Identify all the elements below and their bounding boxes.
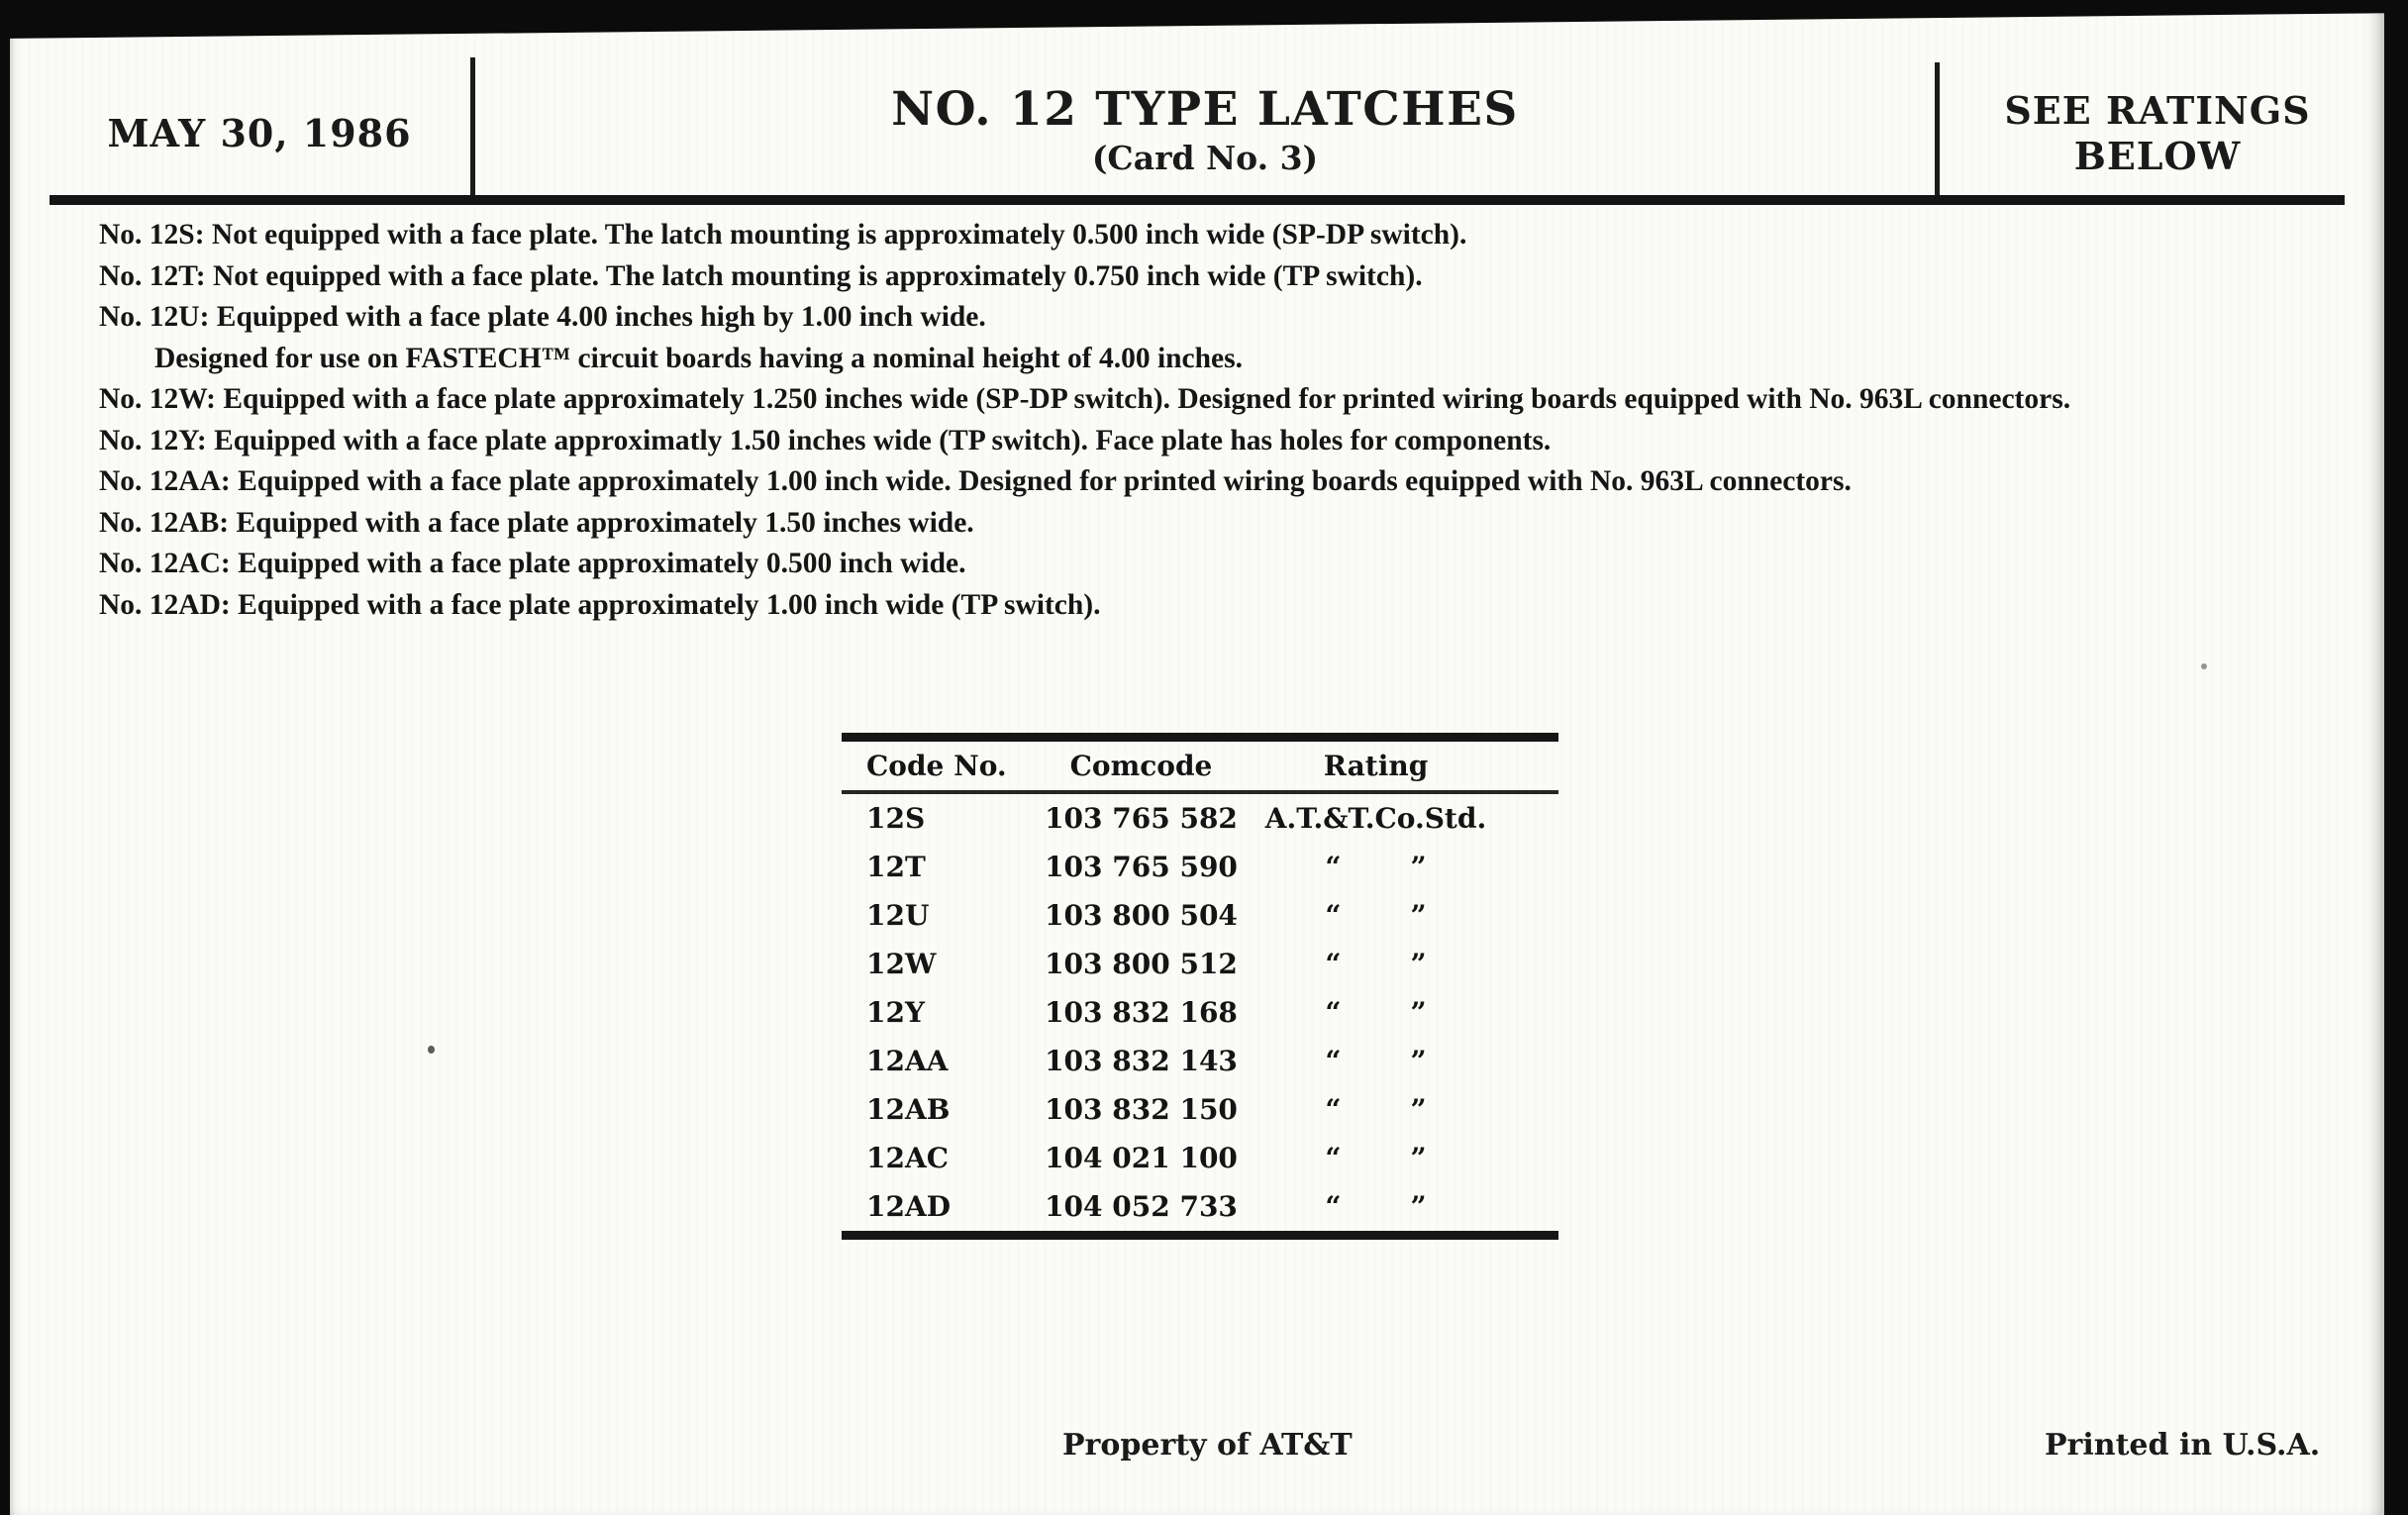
rating-cell (1253, 1093, 1558, 1126)
ratings-note-line1: SEE RATINGS (2004, 88, 2311, 133)
printed-note: Printed in U.S.A. (2045, 1428, 2321, 1463)
ditto-close-mark: ” (1410, 996, 1427, 1029)
table-row (842, 843, 1558, 891)
property-note: Property of AT&T (1062, 1428, 1353, 1463)
code-cell: 12AB (866, 1093, 951, 1126)
code-cell: 12W (866, 948, 937, 980)
code-cell: 12AD (866, 1190, 951, 1223)
rating-cell (1253, 948, 1558, 980)
comcode-cell: 104 052 733 (1045, 1190, 1238, 1223)
comcode-cell: 103 800 504 (1045, 899, 1238, 932)
description-line: No. 12W: Equipped with a face plate approximately 1.250 inches wide (SP-DP switch). Designed for printed wiring boards equipped with No. 963L connectors. (99, 383, 2071, 415)
ditto-close-mark: ” (1410, 1045, 1427, 1077)
code-cell: 12Y (866, 996, 925, 1029)
page-title: NO. 12 TYPE LATCHES (891, 82, 1519, 137)
comcode-cell: 103 765 590 (1045, 851, 1238, 883)
description-line: No. 12Y: Equipped with a face plate approximatly 1.50 inches wide (TP switch). Face plate has holes for components. (99, 424, 1552, 456)
code-cell: 12T (866, 851, 926, 883)
ditto-open-mark: “ (1325, 851, 1342, 883)
code-cell: 12S (866, 802, 926, 835)
table-row (842, 891, 1558, 940)
table-header-row (842, 742, 1558, 790)
description-list (99, 215, 2070, 626)
card-number: (Card No. 3) (1091, 139, 1319, 177)
rating-cell (1253, 996, 1558, 1029)
ditto-close-mark: ” (1410, 851, 1427, 883)
table-row (842, 794, 1558, 843)
ditto-open-mark: “ (1325, 1142, 1342, 1174)
ditto-open-mark: “ (1325, 899, 1342, 932)
ditto-open-mark: “ (1325, 948, 1342, 980)
description-line: No. 12AD: Equipped with a face plate approximately 1.00 inch wide (TP switch). (99, 588, 1101, 621)
table-body (842, 794, 1558, 1231)
rating-cell (1253, 899, 1558, 932)
table-row (842, 1134, 1558, 1182)
paper-card (10, 0, 2384, 1515)
table-row (842, 1182, 1558, 1231)
ditto-open-mark: “ (1325, 1093, 1342, 1126)
column-header-comcode: Comcode (1069, 750, 1213, 782)
rating-cell (1253, 1045, 1558, 1077)
table-row (842, 940, 1558, 988)
description-line: No. 12S: Not equipped with a face plate. The latch mounting is approximately 0.500 inch wide (SP-DP switch). (99, 219, 1467, 251)
header-rule (50, 195, 2345, 205)
ditto-open-mark: “ (1325, 996, 1342, 1029)
table-row (842, 1085, 1558, 1134)
table-top-border (842, 733, 1558, 742)
ditto-close-mark: ” (1410, 1093, 1427, 1126)
ink-speck (2201, 663, 2207, 669)
comcode-cell: 103 832 143 (1045, 1045, 1238, 1077)
ratings-table (842, 733, 1558, 1240)
column-header-rating: Rating (1323, 750, 1429, 782)
ditto-close-mark: ” (1410, 948, 1427, 980)
code-cell: 12AC (866, 1142, 949, 1174)
rating-cell: A.T.&T.Co.Std. (1264, 802, 1487, 835)
ratings-note (1940, 88, 2375, 179)
rating-cell (1253, 851, 1558, 883)
table-row (842, 1037, 1558, 1085)
ditto-open-mark: “ (1325, 1045, 1342, 1077)
ditto-close-mark: ” (1410, 899, 1427, 932)
code-cell: 12U (866, 899, 930, 932)
description-line: No. 12AC: Equipped with a face plate approximately 0.500 inch wide. (99, 548, 966, 579)
comcode-cell: 103 832 168 (1045, 996, 1238, 1029)
description-line: No. 12T: Not equipped with a face plate. The latch mounting is approximately 0.750 inch wide (TP switch). (99, 259, 1423, 292)
description-line: No. 12U: Equipped with a face plate 4.00 inches high by 1.00 inch wide. (99, 301, 986, 333)
table-row (842, 988, 1558, 1037)
header-date: MAY 30, 1986 (107, 111, 412, 155)
ratings-note-line2: BELOW (2073, 134, 2242, 178)
description-line: No. 12AA: Equipped with a face plate approximately 1.00 inch wide. Designed for printed wiring boards equipped with No. 963L connectors. (99, 465, 1852, 497)
description-line: No. 12AB: Equipped with a face plate approximately 1.50 inches wide. (99, 506, 974, 539)
description-line: Designed for use on FASTECH™ circuit boards having a nominal height of 4.00 inches. (154, 342, 1243, 374)
ditto-close-mark: ” (1410, 1190, 1427, 1223)
comcode-cell: 103 800 512 (1045, 948, 1238, 980)
ditto-open-mark: “ (1325, 1190, 1342, 1223)
rating-cell (1253, 1190, 1558, 1223)
comcode-cell: 104 021 100 (1045, 1142, 1238, 1174)
comcode-cell: 103 832 150 (1045, 1093, 1238, 1126)
ink-speck (428, 1046, 435, 1054)
table-bottom-border (842, 1231, 1558, 1240)
ditto-close-mark: ” (1410, 1142, 1427, 1174)
column-header-code: Code No. (866, 750, 1007, 782)
rating-cell (1253, 1142, 1558, 1174)
code-cell: 12AA (866, 1045, 949, 1077)
comcode-cell: 103 765 582 (1045, 802, 1238, 835)
